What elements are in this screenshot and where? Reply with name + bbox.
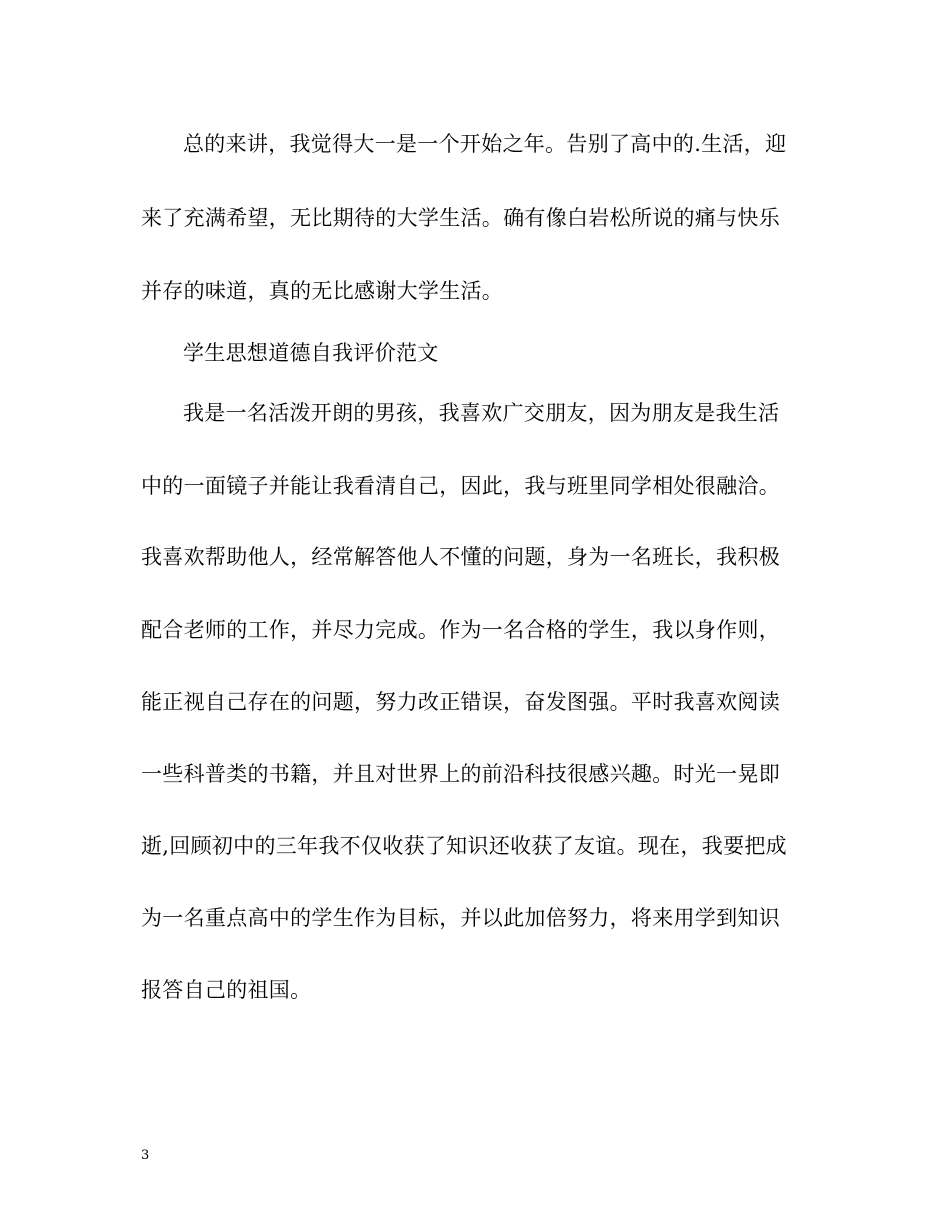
paragraph-line: 能正视自己存在的问题，努力改正错误，奋发图强。平时我喜欢阅读 [141, 690, 780, 714]
section-heading: 学生思想道德自我评价范文 [183, 341, 439, 365]
paragraph-line: 为一名重点高中的学生作为目标，并以此加倍努力，将来用学到知识 [141, 906, 780, 930]
paragraph-line: 我喜欢帮助他人，经常解答他人不懂的问题，身为一名班长，我积极 [141, 545, 780, 569]
paragraph-line: 一些科普类的书籍，并且对世界上的前沿科技很感兴趣。时光一晃即 [141, 762, 780, 786]
paragraph-line: 来了充满希望，无比期待的大学生活。确有像白岩松所说的痛与快乐 [141, 206, 780, 230]
paragraph-line: 我是一名活泼开朗的男孩，我喜欢广交朋友，因为朋友是我生活 [183, 401, 780, 425]
paragraph-line: 报答自己的祖国。 [141, 978, 312, 1002]
paragraph-line: 并存的味道，真的无比感谢大学生活。 [141, 279, 504, 303]
page-number: 3 [141, 1148, 150, 1163]
paragraph-line: 中的一面镜子并能让我看清自己，因此，我与班里同学相处很融洽。 [141, 474, 780, 498]
paragraph-line: 逝,回顾初中的三年我不仅收获了知识还收获了友谊。现在，我要把成 [141, 834, 787, 858]
paragraph-line: 配合老师的工作，并尽力完成。作为一名合格的学生，我以身作则， [141, 618, 780, 642]
paragraph-line: 总的来讲，我觉得大一是一个开始之年。告别了高中的.生活，迎 [183, 132, 787, 156]
